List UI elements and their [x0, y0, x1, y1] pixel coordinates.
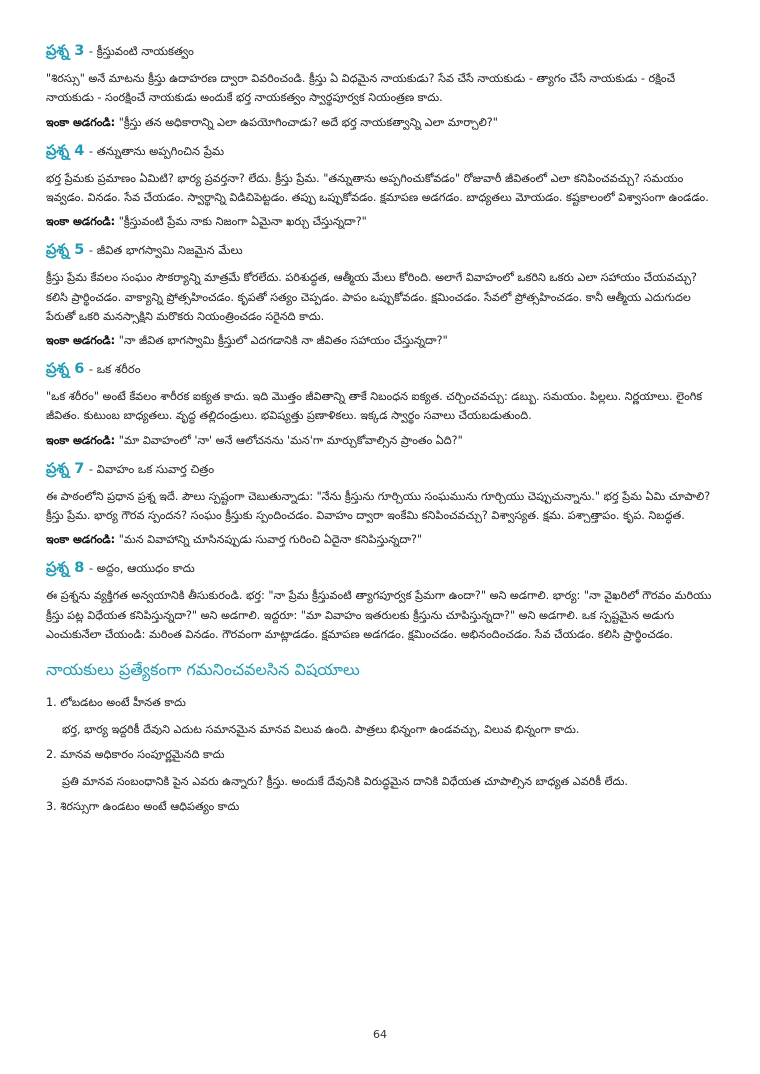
ask-label: ఇంకా అడగండి:	[46, 115, 116, 129]
question-7-ask	[46, 531, 720, 549]
point-2-body: ప్రతి మానవ సంబంధానికి పైన ఎవరు ఉన్నారు? క్రీస్తు. అందుకే దేవునికి విరుద్ధమైన దానికి విధేయత చూపాల్సిన బాధ్యత ఎవరికీ లేదు.	[62, 774, 628, 788]
ask-text: "మన వివాహాన్ని చూసినప్పుడు సువార్త గురించి ఏదైనా కనిపిస్తున్నదా?"	[118, 533, 423, 547]
question-5-heading	[46, 241, 720, 259]
question-number: ప్రశ్న 4	[46, 142, 85, 159]
question-title: - జీవిత భాగస్వామి నిజమైన మేలు	[88, 243, 243, 258]
ask-label: ఇంకా అడగండి:	[46, 533, 116, 547]
question-8-body: ఈ ప్రశ్నను వ్యక్తిగత అన్వయానికి తీసుకురండి. భర్త: "నా ప్రేమ క్రీస్తువంటి త్యాగపూర్వక ప్రేమగా ఉందా?" అని అడగాలి. భార్య: "నా వైఖరిలో గౌరవం మరియు క్రీస్తు పట్ల విధేయత కనిపిస్తున్నదా?" అని అడగాలి. ఇద్దరూ: "మా వివాహం ఇతరులకు క్రీస్తును చూపిస్తున్నదా?" అని అడగాలి. ఒక స్పష్టమైన అడుగు ఎంచుకునేలా చేయండి: మరింత వినడం. గౌరవంగా మాట్లాడడం. క్షమాపణ అడగడం. క్షమించడం. అభినందించడం. సేవ చేయడం. కలిసి ప్రార్థించడం.	[46, 589, 712, 641]
page-number: 64	[373, 1028, 387, 1041]
question-5-ask	[46, 332, 720, 350]
point-2-title: 2. మానవ అధికారం సంపూర్ణమైనది కాదు	[46, 748, 225, 762]
point-1-body: భర్త, భార్య ఇద్దరికీ దేవుని ఎదుట సమానమైన మానవ విలువ ఉంది. పాత్రలు భిన్నంగా ఉండవచ్చు, విలువ భిన్నంగా కాదు.	[62, 722, 580, 736]
point-1-title: 1. లోబడటం అంటే హీనత కాదు	[46, 696, 186, 710]
question-4-ask	[46, 213, 720, 231]
ask-label: ఇంకా అడగండి:	[46, 215, 116, 229]
question-title: - అద్దం, ఆయుధం కాదు	[88, 561, 195, 576]
point-3-title: 3. శిరస్సుగా ఉండటం అంటే ఆధిపత్యం కాదు	[46, 800, 240, 814]
ask-label: ఇంకా అడగండి:	[46, 433, 116, 447]
ask-text: "మా వివాహంలో 'నా' అనే ఆలోచనను 'మన'గా మార్చుకోవాల్సిన ప్రాంతం ఏది?"	[118, 433, 463, 447]
question-4-body: భర్త ప్రేమకు ప్రమాణం ఏమిటి? భార్య ప్రవర్తనా? లేదు. క్రీస్తు ప్రేమ. "తన్నుతాను అప్పగించుకోవడం" రోజువారీ జీవితంలో ఎలా కనిపించవచ్చు? సమయం ఇవ్వడం. వినడం. సేవ చేయడం. స్వార్థాన్ని విడిచిపెట్టడం. తప్పు ఒప్పుకోవడం. క్షమాపణ అడగడం. బాధ్యతలు మోయడం. కష్టకాలంలో విశ్వాసంగా ఉండడం.	[46, 171, 709, 204]
question-7-body: ఈ పాఠంలోని ప్రధాన ప్రశ్న ఇదే. పౌలు స్పష్టంగా చెబుతున్నాడు: "నేను క్రీస్తును గూర్చియు సంఘమును గూర్చియు చెప్పుచున్నాను." భర్త ప్రేమ ఏమి చూపాలి? క్రీస్తు ప్రేమ. భార్య గౌరవ స్పందన? సంఘం క్రీస్తుకు స్పందించడం. వివాహం ద్వారా ఇంకేమి కనిపించవచ్చు? విశ్వాస్యత. క్షమ. పశ్చాత్తాపం. కృప. నిబద్ధత.	[46, 489, 711, 522]
question-3-ask	[46, 114, 720, 132]
ask-text: "నా జీవిత భాగస్వామి క్రీస్తులో ఎదగడానికి నా జీవితం సహాయం చేస్తున్నదా?"	[118, 334, 448, 348]
question-4-heading	[46, 142, 720, 160]
ask-label: ఇంకా అడగండి:	[46, 334, 116, 348]
question-5-body: క్రీస్తు ప్రేమ కేవలం సంఘం సౌకర్యాన్ని మాత్రమే కోరలేదు. పరిశుద్ధత, ఆత్మీయ మేలు కోరింది. అలాగే వివాహంలో ఒకరిని ఒకరు ఎలా సహాయం చేయవచ్చు? కలిసి ప్రార్థించడం. వాక్యాన్ని ప్రోత్సహించడం. కృపతో సత్యం చెప్పడం. పాపం ఒప్పుకోవడం. క్షమించడం. సేవలో ప్రోత్సహించడం. కానీ ఆత్మీయ ఎదుగుదల పేరుతో ఒకరి మనస్సాక్షిని మరొకరు నియంత్రించడం సరైనది కాదు.	[46, 271, 697, 323]
question-6-body: "ఒక శరీరం" అంటే కేవలం శారీరక ఐక్యత కాదు. ఇది మొత్తం జీవితాన్ని తాకే నిబంధన ఐక్యత. చర్చించవచ్చు: డబ్బు. సమయం. పిల్లలు. నిర్ణయాలు. లైంగిక జీవితం. కుటుంబ బాధ్యతలు. వృద్ధ తల్లిదండ్రులు. భవిష్యత్తు ప్రణాళికలు. ఇక్కడ స్వార్థం సవాలు చేయబడుతుంది.	[46, 390, 703, 423]
ask-text: "క్రీస్తువంటి ప్రేమ నాకు నిజంగా ఏమైనా ఖర్చు చేస్తున్నదా?"	[118, 215, 367, 229]
question-3-heading	[46, 42, 720, 60]
ask-text: "క్రీస్తు తన అధికారాన్ని ఎలా ఉపయోగించాడు? అదే భర్త నాయకత్వాన్ని ఎలా మార్చాలి?"	[118, 115, 498, 129]
question-title: - ఒక శరీరం	[88, 362, 141, 376]
question-3-body: "శిరస్సు" అనే మాటను క్రీస్తు ఉదాహరణ ద్వారా వివరించండి. క్రీస్తు ఏ విధమైన నాయకుడు? సేవ చేసే నాయకుడు - త్యాగం చేసే నాయకుడు - రక్షించే నాయకుడు - సంరక్షించే నాయకుడు అందుకే భర్త నాయకత్వం స్వార్థపూర్వక నియంత్రణ కాదు.	[46, 72, 676, 105]
question-6-ask	[46, 432, 720, 450]
question-number: ప్రశ్న 6	[46, 361, 85, 377]
question-title: - క్రీస్తువంటి నాయకత్వం	[88, 44, 194, 58]
question-number: ప్రశ్న 8	[46, 560, 85, 577]
question-8-heading	[46, 559, 720, 577]
question-number: ప్రశ్న 7	[46, 460, 85, 477]
question-number: ప్రశ్న 3	[46, 43, 85, 59]
question-6-heading	[46, 360, 720, 378]
question-title: - వివాహం ఒక సువార్త చిత్రం	[88, 461, 215, 476]
question-title: - తన్నుతాను అప్పగించిన ప్రేమ	[88, 143, 225, 158]
question-number: ప్రశ్న 5	[46, 242, 85, 259]
question-7-heading	[46, 460, 720, 478]
section-title: నాయకులు ప్రత్యేకంగా గమనించవలసిన విషయాలు	[46, 660, 360, 680]
